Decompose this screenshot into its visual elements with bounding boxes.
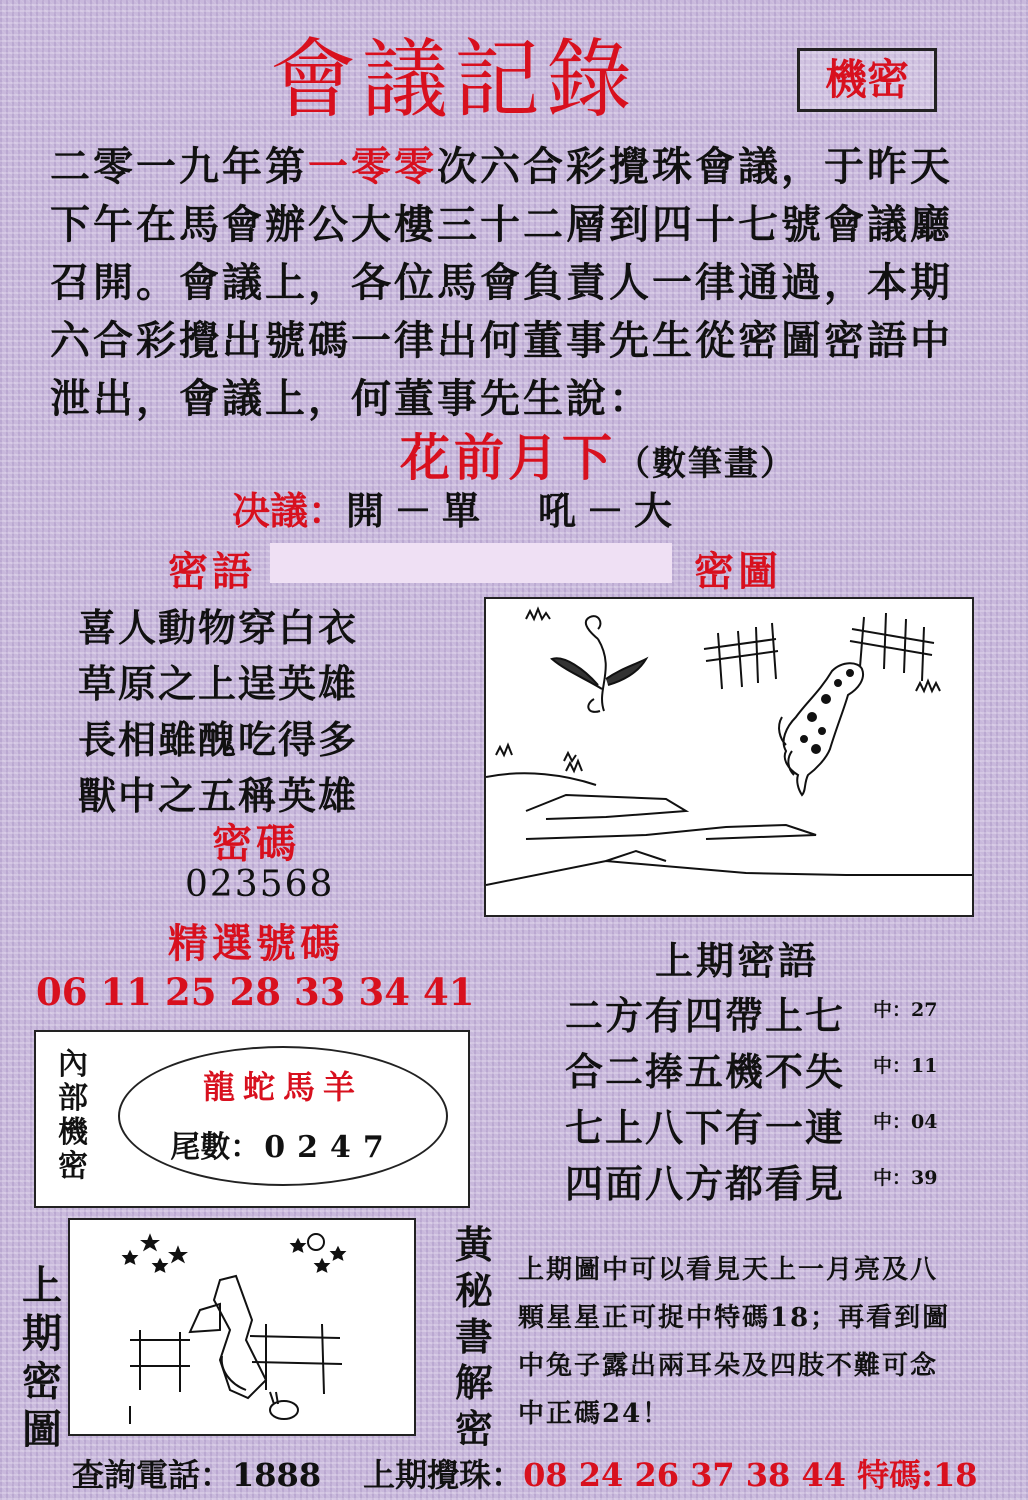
pick-number: 34 <box>358 970 410 1014</box>
intro-line-1-c: 次六合彩攪珠會議，于昨天 <box>437 143 953 190</box>
last-draw-numbers: 08 24 26 37 38 44 特碼:18 <box>523 1456 978 1494</box>
last-draw-label: 上期攪珠： <box>363 1456 524 1494</box>
secret-code-heading: 密碼 <box>212 820 300 867</box>
inside-secret-label-char: 密 <box>58 1149 88 1184</box>
riddle-line: 喜人動物穿白衣 <box>78 605 359 650</box>
pick-number: 11 <box>100 970 152 1014</box>
riddle-lines <box>78 600 378 824</box>
inside-secret-label-char: 部 <box>58 1081 88 1116</box>
riddle-line: 長相雖醜吃得多 <box>78 717 359 762</box>
previous-riddle-list <box>565 988 985 1212</box>
previous-picture-label-char: 上 <box>22 1262 62 1309</box>
secretary-label-char: 秘 <box>454 1268 493 1313</box>
riddle-line: 獸中之五稱英雄 <box>78 773 359 818</box>
secretary-label-char: 黃 <box>454 1222 493 1267</box>
confidential-badge: 機密 <box>797 48 937 112</box>
previous-picture-label-char: 期 <box>22 1310 62 1357</box>
intro-line-2: 下午在馬會辦公大樓三十二層到四十七號會議廳 <box>50 201 953 248</box>
picture-heading: 密圖 <box>694 548 782 595</box>
inside-secret-label <box>52 1048 94 1184</box>
meeting-number: 一零零 <box>308 143 437 190</box>
secretary-line: 顆星星正可捉中特碼18；再看到圖 <box>518 1303 951 1333</box>
previous-riddle-text: 七上八下有一連 <box>565 1105 846 1150</box>
previous-riddle-text: 四面八方都看見 <box>565 1161 846 1206</box>
secretary-label-char: 密 <box>454 1406 493 1451</box>
previous-riddle-row <box>565 1156 985 1212</box>
pick-number: 25 <box>165 970 217 1014</box>
intro-line-5: 泄出，會議上，何董事先生說： <box>50 375 652 422</box>
previous-riddle-heading: 上期密語 <box>655 938 820 983</box>
intro-line-1-a: 二零一九年第 <box>50 143 308 190</box>
inside-secret-label-char: 機 <box>58 1115 88 1150</box>
leopard-illustration <box>486 599 972 915</box>
intro-line-4: 六合彩攪出號碼一律出何董事先生從密圖密語中 <box>50 317 953 364</box>
pick-number: 33 <box>294 970 346 1014</box>
highlight-bar <box>270 543 672 583</box>
previous-riddle-hit: 中：39 <box>873 1167 938 1189</box>
previous-picture-label <box>20 1262 64 1454</box>
previous-picture-label-char: 圖 <box>22 1406 62 1453</box>
quote-note: （數筆畫） <box>616 444 796 484</box>
riddle-line: 草原之上逞英雄 <box>78 661 359 706</box>
secretary-label <box>452 1222 496 1452</box>
previous-picture <box>68 1218 416 1436</box>
previous-riddle-row <box>565 1100 985 1156</box>
intro-line-3: 召開。會議上，各位馬會負責人一律通過，本期 <box>50 259 953 306</box>
previous-riddle-row <box>565 988 985 1044</box>
previous-riddle-row <box>565 1044 985 1100</box>
secretary-line: 中兔子露出兩耳朵及四肢不難可念 <box>518 1351 939 1381</box>
previous-riddle-text: 合二捧五機不失 <box>565 1049 846 1094</box>
tail-label: 尾數： <box>170 1130 261 1165</box>
quote-text: 花前月下 <box>400 428 616 487</box>
resolution <box>232 480 792 536</box>
resolution-value: 開－單 吼－大 <box>346 488 683 533</box>
secret-picture <box>484 597 974 917</box>
resolution-label: 决議： <box>232 488 347 533</box>
previous-picture-label-char: 密 <box>22 1358 62 1405</box>
secretary-line: 上期圖中可以看見天上一月亮及八 <box>518 1255 939 1285</box>
inside-secret-label-char: 內 <box>58 1047 88 1082</box>
secretary-text <box>518 1246 958 1438</box>
footer <box>72 1450 1002 1494</box>
phone-number: 1888 <box>232 1456 322 1494</box>
secret-code-value: 023568 <box>185 864 335 905</box>
previous-riddle-hit: 中：04 <box>873 1111 938 1133</box>
previous-riddle-text: 二方有四帶上七 <box>565 993 846 1038</box>
tail-numbers <box>118 1122 448 1166</box>
secretary-line: 中正碼24！ <box>518 1399 671 1429</box>
secretary-label-char: 書 <box>454 1314 493 1359</box>
zodiac-text: 龍蛇馬羊 <box>202 1068 363 1106</box>
tail-value: 0247 <box>264 1130 396 1165</box>
picks-numbers <box>36 970 476 1014</box>
pick-number: 06 <box>36 970 88 1014</box>
page-title: 會議記錄 <box>270 30 638 130</box>
quote <box>400 418 920 487</box>
intro-line-1 <box>50 138 1000 196</box>
intro-paragraph <box>50 138 1000 428</box>
rabbit-moon-illustration <box>70 1220 414 1434</box>
previous-riddle-hit: 中：11 <box>873 1055 938 1077</box>
secretary-label-char: 解 <box>454 1360 493 1405</box>
pick-number: 41 <box>423 970 475 1014</box>
phone-label: 查詢電話： <box>72 1456 233 1494</box>
riddle-heading: 密語 <box>168 548 256 595</box>
picks-heading: 精選號碼 <box>168 920 344 967</box>
previous-riddle-hit: 中：27 <box>873 999 938 1021</box>
pick-number: 28 <box>229 970 281 1014</box>
